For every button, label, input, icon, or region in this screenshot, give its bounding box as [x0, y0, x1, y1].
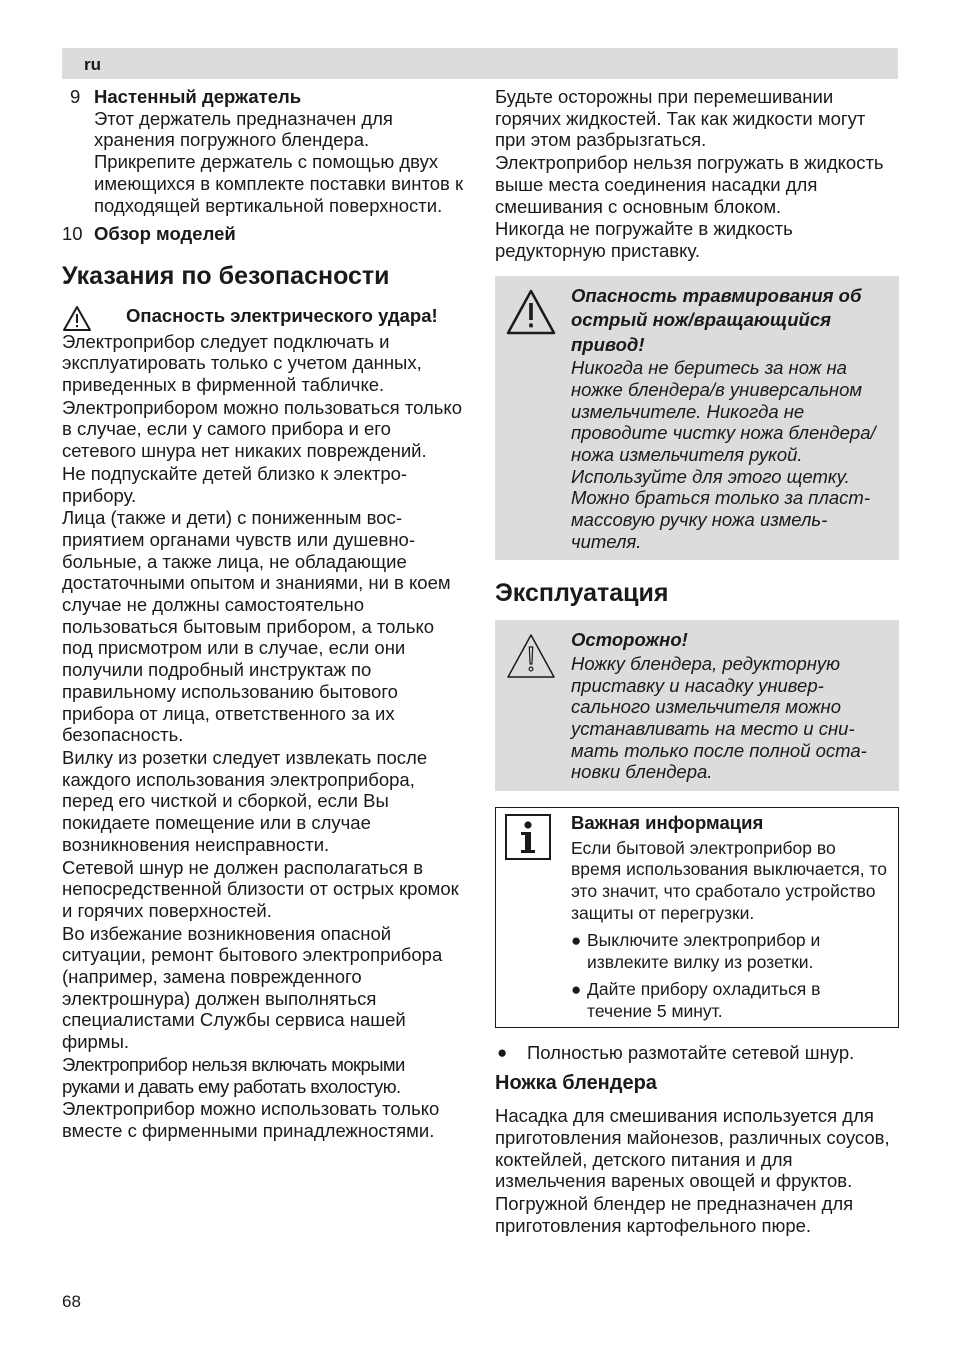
- info-bullet-text: Дайте прибору охладиться в течение 5 минут.: [587, 979, 821, 1022]
- safety-paragraph: Лица (также и дети) с пониженным восприятием органами чувств или душевнобольные, а также лица, не обладающие достаточными опытом и знаниями, ни в коем случае не должны самостоятельно пользоваться бытовым прибором, а только под присмотром или в случае, если они получили подробный инструктаж по правильному использованию бытового прибора от лица, ответственного за их безопасность.: [62, 507, 451, 746]
- list-item: [571, 930, 888, 973]
- safety-paragraph: Во избежание возникновения опасной ситуации, ремонт бытового электроприбора (например, замена поврежденного электрошнура) должен выполняться специалистами Службы сервиса нашей фирмы.: [62, 922, 443, 1053]
- blender-heading: Ножка блендера: [495, 1072, 657, 1095]
- warning-triangle-icon: [505, 288, 557, 341]
- caution-paragraph: Никогда не погружайте в жидкость редукторную приставку.: [495, 218, 793, 261]
- operation-heading: Эксплуатация: [495, 579, 669, 608]
- safety-paragraph: Электроприбор следует подключать и эксплуатировать только с учетом данных, приведенных в фирменной табличке.: [62, 330, 422, 396]
- language-label: ru: [84, 55, 101, 74]
- unwind-cord-bullet: [495, 1042, 899, 1064]
- safety-paragraph: Не подпускайте детей близко к электроприбору.: [62, 462, 408, 506]
- item-9-number: 9: [70, 86, 81, 107]
- caution-triangle-icon: [505, 632, 557, 685]
- bullet-dot-icon: ●: [571, 931, 582, 951]
- caution-box: [495, 620, 899, 791]
- safety-paragraph: Электроприбором можно пользоваться только в случае, если у самого прибора и его сетевого шнура нет никаких повреждений.: [62, 396, 462, 462]
- injury-warning-title: Опасность травмирования об острый нож/вращающийся привод!: [571, 284, 862, 355]
- caution-paragraph: Электроприбор нельзя погружать в жидкость выше места соединения насадки для смешивания с основным блоком.: [495, 152, 884, 217]
- info-bullet-list: [571, 930, 888, 1022]
- page-number: 68: [62, 1292, 81, 1311]
- safety-paragraph: Сетевой шнур не должен располагаться в непосредственной близости от острых кромок и горячих поверхностей.: [62, 856, 459, 921]
- right-column: [495, 86, 899, 1237]
- item-9-text: Этот держатель предназначен для хранения погружного блендера. Прикрепите держатель с помощью двух имеющихся в комплекте поставки винтов к подходящей вертикальной поверхности.: [94, 107, 464, 216]
- safety-paragraph: Электроприбор можно использовать только вместе с фирменными принадлежностями.: [62, 1098, 440, 1141]
- left-column: [62, 86, 464, 1142]
- safety-paragraph: Электроприбор нельзя включать мокрыми руками и давать ему работать вхолостую.: [62, 1053, 405, 1097]
- safety-heading: Указания по безопасности: [62, 261, 390, 290]
- item-10-title: Обзор моделей: [94, 223, 236, 245]
- item-10-number: 10: [62, 223, 83, 245]
- info-text: Если бытовой электроприбор во время использования выключается, то это значит, что сработало устройство защиты от перегрузки.: [571, 837, 887, 923]
- caution-paragraph: Будьте осторожны при перемешивании горячих жидкостей. Так как жидкости могут при этом разбрызгаться.: [495, 86, 866, 151]
- info-title: Важная информация: [571, 812, 764, 834]
- electric-warning: [62, 305, 464, 327]
- electric-warning-title: Опасность электрического удара!: [126, 304, 438, 326]
- injury-warning-box: [495, 276, 899, 561]
- bullet-dot-icon: ●: [497, 1042, 508, 1062]
- info-box: [495, 807, 899, 1027]
- warning-triangle-icon: [62, 305, 92, 337]
- blender-paragraph: Погружной блендер не предназначен для приготовления картофельного пюре.: [495, 1193, 854, 1236]
- caution-text: Ножку блендера, редукторную приставку и насадку универсального измельчителя можно устанавливать на место и снимать только после полной остановки блендера.: [571, 652, 867, 783]
- blender-paragraph: Насадка для смешивания используется для приготовления майонезов, различных соусов, коктейлей, детского питания и для измельчения вареных овощей и фруктов.: [495, 1105, 890, 1192]
- item-9-title: Настенный держатель: [94, 86, 302, 107]
- language-bar: [62, 48, 898, 79]
- injury-warning-text: Никогда не беритесь за нож на ножке блендера/в универсальном измельчителе. Никогда не проводите чистку ножа блендера/ножа измельчителя рукой. Используйте для этого щетку. Можно браться только за пластмассовую ручку ножа измельчителя.: [571, 357, 876, 552]
- caution-title: Осторожно!: [571, 629, 688, 651]
- item-9: [62, 86, 464, 216]
- item-10: [62, 223, 464, 245]
- list-item: [571, 979, 888, 1022]
- safety-paragraph: Вилку из розетки следует извлекать после каждого использования электроприбора, перед его чисткой и сборкой, если Вы покидаете помещение или в случае возникновения неисправности.: [62, 746, 428, 855]
- unwind-cord-text: Полностью размотайте сетевой шнур.: [527, 1041, 855, 1063]
- info-bullet-text: Выключите электроприбор и извлеките вилку из розетки.: [587, 930, 821, 972]
- bullet-dot-icon: ●: [571, 980, 582, 1000]
- info-icon: [505, 814, 551, 865]
